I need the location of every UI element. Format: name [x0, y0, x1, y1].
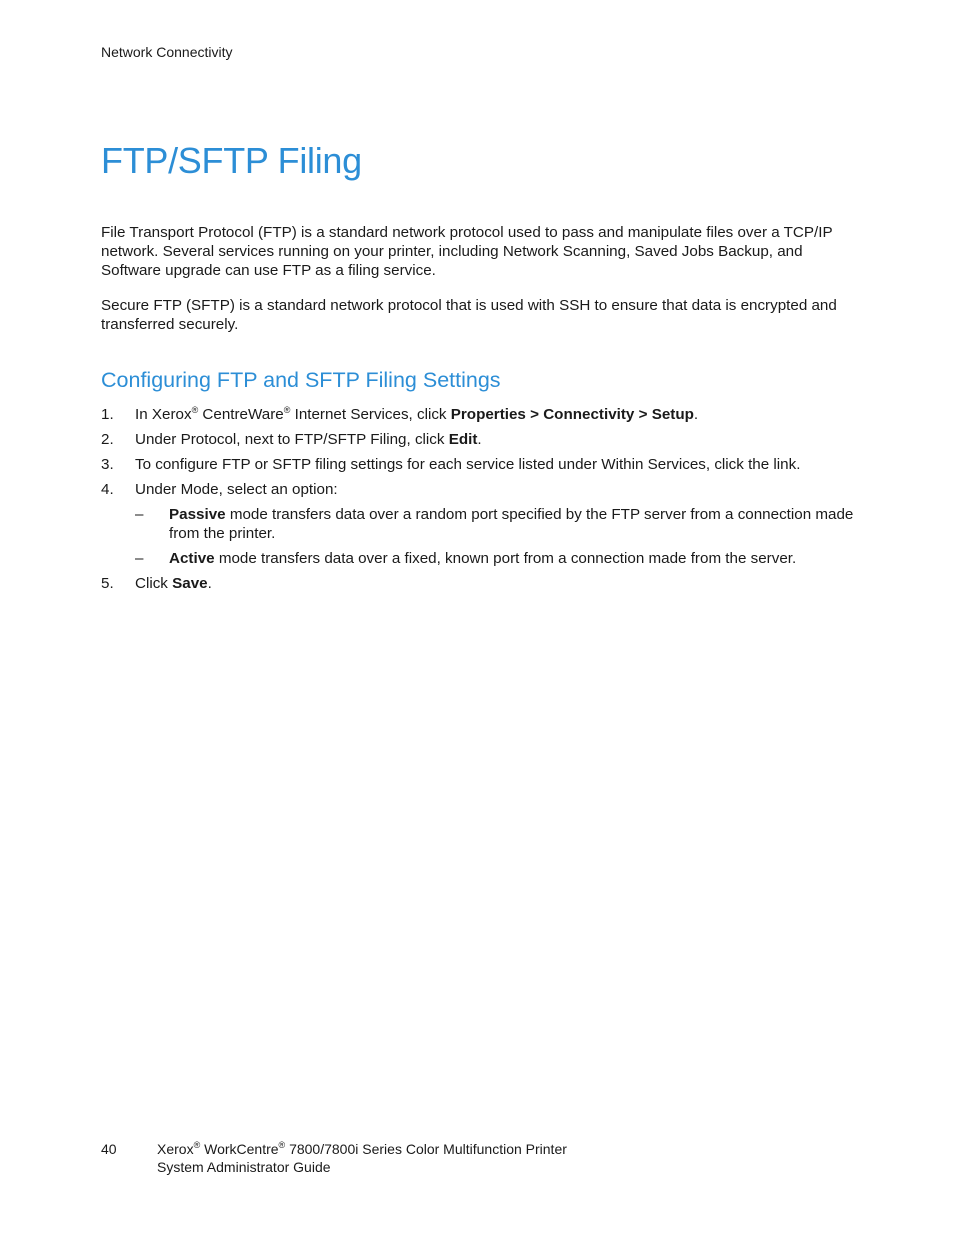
steps-list [101, 405, 861, 599]
connectivity-term: Connectivity [543, 406, 635, 423]
option-active: – Active mode transfers data over a fixed, known port from a connection made from the server. [135, 550, 797, 567]
dash-bullet: – [135, 506, 144, 523]
step-number: 5. [101, 575, 114, 592]
registered-mark: ® [278, 1140, 286, 1150]
registered-mark: ® [283, 405, 291, 415]
dash-bullet: – [135, 550, 144, 567]
step-2: 2. Under Protocol, next to FTP/SFTP Filing, click Edit. [101, 431, 482, 448]
edit-term: Edit [448, 431, 478, 448]
save-term: Save [172, 575, 208, 592]
step-3: 3. To configure FTP or SFTP filing settings for each service listed under Within Services, click the link. [101, 456, 801, 473]
footer-product-info: Xerox® WorkCentre® 7800/7800i Series Color Multifunction Printer System Administrator Guide [157, 1140, 567, 1175]
step-number: 1. [101, 406, 114, 423]
page-title: FTP/SFTP Filing [101, 140, 362, 181]
step-4: 4. Under Mode, select an option: – Passive mode transfers data over a random port specified by the FTP server from a connection made from the printer. – Active mode transfers data over a fixed, known port from a connection made from the server. [101, 480, 861, 568]
step-1: 1. In Xerox® CentreWare® Internet Services, click Properties > Connectivity > Setup. [101, 405, 699, 423]
passive-term: Passive [169, 506, 226, 523]
registered-mark: ® [191, 405, 199, 415]
step-number: 4. [101, 481, 114, 498]
footer-guide-name: System Administrator Guide [157, 1159, 331, 1175]
page-number: 40 [101, 1141, 117, 1157]
setup-term: Setup [651, 406, 694, 423]
step-5: 5. Click Save. [101, 575, 212, 592]
step-number: 3. [101, 456, 114, 473]
running-header: Network Connectivity [101, 44, 233, 60]
step-number: 2. [101, 431, 114, 448]
properties-term: Properties [450, 406, 526, 423]
option-passive: – Passive mode transfers data over a random port specified by the FTP server from a connection made from the printer. [135, 506, 854, 542]
section-heading: Configuring FTP and SFTP Filing Settings [101, 368, 501, 392]
intro-paragraph-ftp: File Transport Protocol (FTP) is a standard network protocol used to pass and manipulate files over a TCP/IP network. Several services running on your printer, including Network Scanning, Saved Jobs Backup, and Software upgrade can use FTP as a filing service. [101, 224, 833, 279]
registered-mark: ® [193, 1140, 201, 1150]
intro-paragraph-sftp: Secure FTP (SFTP) is a standard network protocol that is used with SSH to ensure that data is encrypted and transferred securely. [101, 297, 837, 333]
active-term: Active [169, 550, 215, 567]
